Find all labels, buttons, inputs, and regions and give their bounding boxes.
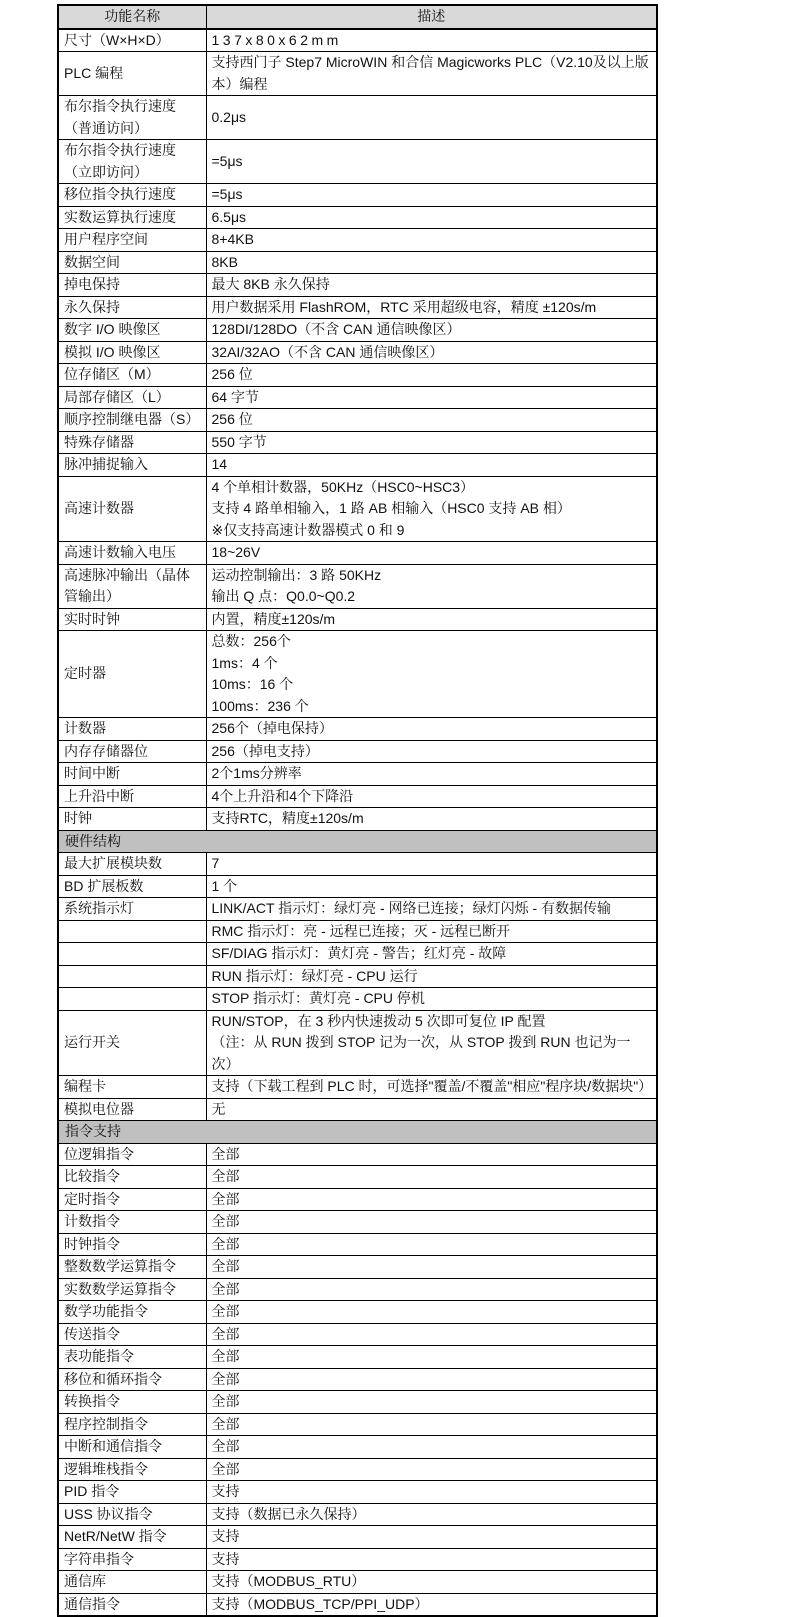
description-cell xyxy=(206,29,657,52)
table-header xyxy=(58,5,657,29)
description-line: 无 xyxy=(211,1100,226,1117)
feature-name-cell: 定时器 xyxy=(58,631,206,718)
plc-spec-table-container xyxy=(57,4,658,1617)
table-row xyxy=(58,608,657,631)
table-row xyxy=(58,943,657,966)
feature-name-cell: 脉冲捕捉输入 xyxy=(58,454,206,477)
table-row xyxy=(58,454,657,477)
description-cell xyxy=(206,140,657,184)
description-cell xyxy=(206,988,657,1011)
feature-name-cell: 掉电保持 xyxy=(58,274,206,297)
description-cell xyxy=(206,1188,657,1211)
description-cell xyxy=(206,763,657,786)
feature-name-cell: 用户程序空间 xyxy=(58,229,206,252)
section-header-label: 硬件结构 xyxy=(58,830,657,853)
table-row xyxy=(58,740,657,763)
description-cell xyxy=(206,1548,657,1571)
description-line: 2个1ms分辨率 xyxy=(211,765,302,781)
description-line: SF/DIAG 指示灯：黄灯亮 - 警告；红灯亮 - 故障 xyxy=(211,945,507,961)
description-cell xyxy=(206,1413,657,1436)
section-header-label: 指令支持 xyxy=(58,1121,657,1144)
table-row xyxy=(58,1346,657,1369)
description-line: 1ms：4 个 xyxy=(211,654,278,671)
description-line: 支持 xyxy=(211,1483,240,1499)
description-cell xyxy=(206,96,657,140)
feature-name-cell: 移位和循环指令 xyxy=(58,1368,206,1391)
feature-name-cell: 数据空间 xyxy=(58,251,206,274)
table-row xyxy=(58,1503,657,1526)
description-line: 支持西门子 Step7 MicroWIN 和合信 Magicworks PLC（V2.10及以上版本）编程 xyxy=(211,54,649,92)
description-line: 全部 xyxy=(211,1190,240,1207)
table-row xyxy=(58,1571,657,1594)
description-cell xyxy=(206,631,657,718)
table-row xyxy=(58,1301,657,1324)
description-line: 支持（MODBUS_RTU） xyxy=(211,1573,366,1589)
feature-name-cell xyxy=(58,965,206,988)
table-row xyxy=(58,808,657,831)
feature-name-cell: 内存存储器位 xyxy=(58,740,206,763)
description-line: 输出 Q 点：Q0.0~Q0.2 xyxy=(211,588,356,604)
description-cell xyxy=(206,853,657,876)
feature-name-cell: 高速计数器 xyxy=(58,476,206,542)
description-line: 256（掉电支持） xyxy=(211,742,319,759)
description-line: 支持（数据已永久保持） xyxy=(211,1505,366,1522)
description-cell xyxy=(206,1368,657,1391)
description-line: 14 xyxy=(211,456,228,472)
description-cell xyxy=(206,1233,657,1256)
feature-name-cell: 特殊存储器 xyxy=(58,431,206,454)
description-cell xyxy=(206,476,657,542)
table-row xyxy=(58,1188,657,1211)
description-line: 全部 xyxy=(211,1325,240,1342)
table-row xyxy=(58,296,657,319)
feature-name-cell: NetR/NetW 指令 xyxy=(58,1526,206,1549)
description-cell xyxy=(206,808,657,831)
column-header-feature-name: 功能名称 xyxy=(58,5,206,29)
description-line: 全部 xyxy=(211,1438,240,1454)
description-cell xyxy=(206,943,657,966)
description-cell xyxy=(206,296,657,319)
description-line: 64 字节 xyxy=(211,388,259,405)
description-line: 支持RTC，精度±120s/m xyxy=(211,810,364,826)
table-row xyxy=(58,96,657,140)
table-row xyxy=(58,29,657,52)
description-line: 全部 xyxy=(211,1213,240,1229)
section-header-row xyxy=(58,1121,657,1144)
description-cell xyxy=(206,1301,657,1324)
description-cell xyxy=(206,409,657,432)
description-cell xyxy=(206,718,657,741)
table-row xyxy=(58,386,657,409)
description-line: 全部 xyxy=(211,1280,240,1297)
table-row xyxy=(58,631,657,718)
feature-name-cell: 通信指令 xyxy=(58,1593,206,1616)
description-line: 全部 xyxy=(211,1393,240,1409)
description-cell xyxy=(206,341,657,364)
feature-name-cell: PID 指令 xyxy=(58,1481,206,1504)
description-cell xyxy=(206,1346,657,1369)
table-row xyxy=(58,409,657,432)
feature-name-cell: 实时时钟 xyxy=(58,608,206,631)
table-row xyxy=(58,785,657,808)
feature-name-cell: USS 协议指令 xyxy=(58,1503,206,1526)
table-row xyxy=(58,1233,657,1256)
description-line: 128DI/128DO（不含 CAN 通信映像区） xyxy=(211,321,461,337)
description-cell xyxy=(206,454,657,477)
table-row xyxy=(58,920,657,943)
feature-name-cell: 传送指令 xyxy=(58,1323,206,1346)
table-row xyxy=(58,1098,657,1121)
description-line: 18~26V xyxy=(211,544,261,560)
description-line: 运动控制输出：3 路 50KHz xyxy=(211,566,382,583)
feature-name-cell: BD 扩展板数 xyxy=(58,875,206,898)
description-cell xyxy=(206,1166,657,1189)
description-line: 支持（下载工程到 PLC 时，可选择"覆盖/不覆盖"相应"程序块/数据块"） xyxy=(211,1078,653,1094)
table-row xyxy=(58,1526,657,1549)
description-line: 8+4KB xyxy=(211,231,254,247)
description-line: 32AI/32AO（不含 CAN 通信映像区） xyxy=(211,343,444,360)
feature-name-cell: 模拟电位器 xyxy=(58,1098,206,1121)
description-line: 137x80x62mm xyxy=(211,31,342,48)
feature-name-cell: 高速脉冲输出（晶体管输出） xyxy=(58,564,206,608)
description-cell xyxy=(206,184,657,207)
description-line: RUN/STOP，在 3 秒内快速拨动 5 次即可复位 IP 配置 xyxy=(211,1012,546,1029)
feature-name-cell: 运行开关 xyxy=(58,1010,206,1076)
table-row xyxy=(58,1413,657,1436)
feature-name-cell: 尺寸（W×H×D） xyxy=(58,29,206,52)
feature-name-cell: 位存储区（M） xyxy=(58,364,206,387)
description-line: 1 个 xyxy=(211,877,238,894)
table-row xyxy=(58,229,657,252)
feature-name-cell: 顺序控制继电器（S） xyxy=(58,409,206,432)
description-cell xyxy=(206,386,657,409)
feature-name-cell: 系统指示灯 xyxy=(58,898,206,921)
table-row xyxy=(58,965,657,988)
description-line: 支持 xyxy=(211,1550,240,1567)
description-cell xyxy=(206,1323,657,1346)
description-line: =5μs xyxy=(211,186,243,202)
feature-name-cell: 永久保持 xyxy=(58,296,206,319)
description-cell xyxy=(206,542,657,565)
description-line: 全部 xyxy=(211,1303,240,1319)
description-cell xyxy=(206,52,657,96)
description-line: 550 字节 xyxy=(211,433,267,450)
feature-name-cell: 时钟指令 xyxy=(58,1233,206,1256)
feature-name-cell: PLC 编程 xyxy=(58,52,206,96)
description-line: 总数：256个 xyxy=(211,633,291,649)
table-row xyxy=(58,251,657,274)
description-cell xyxy=(206,1526,657,1549)
description-cell xyxy=(206,740,657,763)
description-line: 全部 xyxy=(211,1460,240,1477)
section-header-row xyxy=(58,830,657,853)
table-row xyxy=(58,1256,657,1279)
description-line: RUN 指示灯：绿灯亮 - CPU 运行 xyxy=(211,967,418,984)
table-row xyxy=(58,1436,657,1459)
description-line: （注：从 RUN 拨到 STOP 记为一次，从 STOP 拨到 RUN 也记为一次） xyxy=(211,1034,631,1072)
description-cell xyxy=(206,1458,657,1481)
table-row xyxy=(58,1323,657,1346)
feature-name-cell: 时钟 xyxy=(58,808,206,831)
description-line: 256 位 xyxy=(211,366,253,382)
table-row xyxy=(58,875,657,898)
feature-name-cell: 布尔指令执行速度（立即访问） xyxy=(58,140,206,184)
description-line: 256 位 xyxy=(211,411,253,427)
table-row xyxy=(58,1593,657,1616)
description-line: RMC 指示灯：亮 - 远程已连接；灭 - 远程已断开 xyxy=(211,922,511,939)
description-cell xyxy=(206,319,657,342)
plc-spec-table xyxy=(57,4,658,1617)
table-row xyxy=(58,140,657,184)
description-line: 全部 xyxy=(211,1348,240,1364)
feature-name-cell: 实数运算执行速度 xyxy=(58,206,206,229)
feature-name-cell: 实数数学运算指令 xyxy=(58,1278,206,1301)
feature-name-cell: 数字 I/O 映像区 xyxy=(58,319,206,342)
table-row xyxy=(58,1143,657,1166)
table-row xyxy=(58,988,657,1011)
feature-name-cell: 编程卡 xyxy=(58,1076,206,1099)
description-cell xyxy=(206,1593,657,1616)
description-cell xyxy=(206,1143,657,1166)
description-line: =5μs xyxy=(211,152,243,169)
description-cell xyxy=(206,1256,657,1279)
feature-name-cell: 数学功能指令 xyxy=(58,1301,206,1324)
description-cell xyxy=(206,431,657,454)
description-line: 4 个单相计数器，50KHz（HSC0~HSC3） xyxy=(211,478,475,495)
table-row xyxy=(58,1368,657,1391)
table-row xyxy=(58,1481,657,1504)
table-row xyxy=(58,542,657,565)
table-row xyxy=(58,1278,657,1301)
table-row xyxy=(58,564,657,608)
description-line: 全部 xyxy=(211,1235,240,1252)
table-row xyxy=(58,52,657,96)
description-cell xyxy=(206,206,657,229)
description-cell xyxy=(206,1391,657,1414)
table-row xyxy=(58,1166,657,1189)
table-row xyxy=(58,431,657,454)
description-line: 全部 xyxy=(211,1258,240,1274)
description-cell xyxy=(206,608,657,631)
feature-name-cell: 移位指令执行速度 xyxy=(58,184,206,207)
table-row xyxy=(58,898,657,921)
feature-name-cell: 比较指令 xyxy=(58,1166,206,1189)
description-cell xyxy=(206,1098,657,1121)
feature-name-cell: 上升沿中断 xyxy=(58,785,206,808)
description-cell xyxy=(206,920,657,943)
table-row xyxy=(58,1010,657,1076)
description-line: 8KB xyxy=(211,253,238,270)
description-line: 全部 xyxy=(211,1168,240,1184)
description-cell xyxy=(206,229,657,252)
table-row xyxy=(58,274,657,297)
description-cell xyxy=(206,564,657,608)
feature-name-cell: 中断和通信指令 xyxy=(58,1436,206,1459)
description-line: 支持 xyxy=(211,1528,240,1544)
feature-name-cell xyxy=(58,920,206,943)
description-line: 0.2μs xyxy=(211,108,247,125)
table-row xyxy=(58,763,657,786)
table-row xyxy=(58,1076,657,1099)
description-cell xyxy=(206,1571,657,1594)
feature-name-cell xyxy=(58,988,206,1011)
description-line: 内置，精度±120s/m xyxy=(211,610,336,627)
description-line: 支持（MODBUS_TCP/PPI_UDP） xyxy=(211,1595,429,1612)
description-cell xyxy=(206,875,657,898)
feature-name-cell: 位逻辑指令 xyxy=(58,1143,206,1166)
feature-name-cell: 程序控制指令 xyxy=(58,1413,206,1436)
description-line: LINK/ACT 指示灯：绿灯亮 - 网络已连接；绿灯闪烁 - 有数据传输 xyxy=(211,900,612,916)
description-cell xyxy=(206,1503,657,1526)
table-row xyxy=(58,1211,657,1234)
description-cell xyxy=(206,364,657,387)
description-line: 7 xyxy=(211,855,220,871)
description-cell xyxy=(206,1010,657,1076)
table-row xyxy=(58,319,657,342)
feature-name-cell: 转换指令 xyxy=(58,1391,206,1414)
description-line: 全部 xyxy=(211,1415,240,1432)
description-cell xyxy=(206,1211,657,1234)
feature-name-cell: 最大扩展模块数 xyxy=(58,853,206,876)
description-line: 4个上升沿和4个下降沿 xyxy=(211,787,354,804)
table-row xyxy=(58,1458,657,1481)
description-cell xyxy=(206,1076,657,1099)
feature-name-cell: 整数数学运算指令 xyxy=(58,1256,206,1279)
description-line: 支持 4 路单相输入，1 路 AB 相输入（HSC0 支持 AB 相） xyxy=(211,500,571,516)
description-cell xyxy=(206,898,657,921)
description-cell xyxy=(206,1436,657,1459)
description-cell xyxy=(206,251,657,274)
description-line: STOP 指示灯：黄灯亮 - CPU 停机 xyxy=(211,990,425,1006)
feature-name-cell xyxy=(58,943,206,966)
table-row xyxy=(58,718,657,741)
table-row xyxy=(58,341,657,364)
table-body xyxy=(58,29,657,1617)
description-line: ※仅支持高速计数器模式 0 和 9 xyxy=(211,521,405,538)
feature-name-cell: 定时指令 xyxy=(58,1188,206,1211)
description-cell xyxy=(206,785,657,808)
table-row xyxy=(58,476,657,542)
description-line: 100ms：236 个 xyxy=(211,697,309,714)
description-line: 用户数据采用 FlashROM，RTC 采用超级电容，精度 ±120s/m xyxy=(211,298,597,315)
description-line: 全部 xyxy=(211,1370,240,1387)
description-cell xyxy=(206,274,657,297)
description-line: 10ms：16 个 xyxy=(211,676,294,692)
table-row xyxy=(58,184,657,207)
feature-name-cell: 局部存储区（L） xyxy=(58,386,206,409)
feature-name-cell: 通信库 xyxy=(58,1571,206,1594)
description-line: 6.5μs xyxy=(211,208,247,225)
table-row xyxy=(58,364,657,387)
description-line: 256个（掉电保持） xyxy=(211,720,333,736)
feature-name-cell: 模拟 I/O 映像区 xyxy=(58,341,206,364)
table-row xyxy=(58,853,657,876)
description-line: 最大 8KB 永久保持 xyxy=(211,276,330,292)
feature-name-cell: 表功能指令 xyxy=(58,1346,206,1369)
feature-name-cell: 计数指令 xyxy=(58,1211,206,1234)
table-row xyxy=(58,1391,657,1414)
description-cell xyxy=(206,1278,657,1301)
feature-name-cell: 布尔指令执行速度（普通访问） xyxy=(58,96,206,140)
description-cell xyxy=(206,1481,657,1504)
table-header-row xyxy=(58,5,657,29)
table-row xyxy=(58,206,657,229)
description-cell xyxy=(206,965,657,988)
feature-name-cell: 时间中断 xyxy=(58,763,206,786)
table-row xyxy=(58,1548,657,1571)
feature-name-cell: 逻辑堆栈指令 xyxy=(58,1458,206,1481)
feature-name-cell: 计数器 xyxy=(58,718,206,741)
feature-name-cell: 高速计数输入电压 xyxy=(58,542,206,565)
description-line: 全部 xyxy=(211,1145,240,1162)
column-header-description: 描述 xyxy=(206,5,657,29)
feature-name-cell: 字符串指令 xyxy=(58,1548,206,1571)
